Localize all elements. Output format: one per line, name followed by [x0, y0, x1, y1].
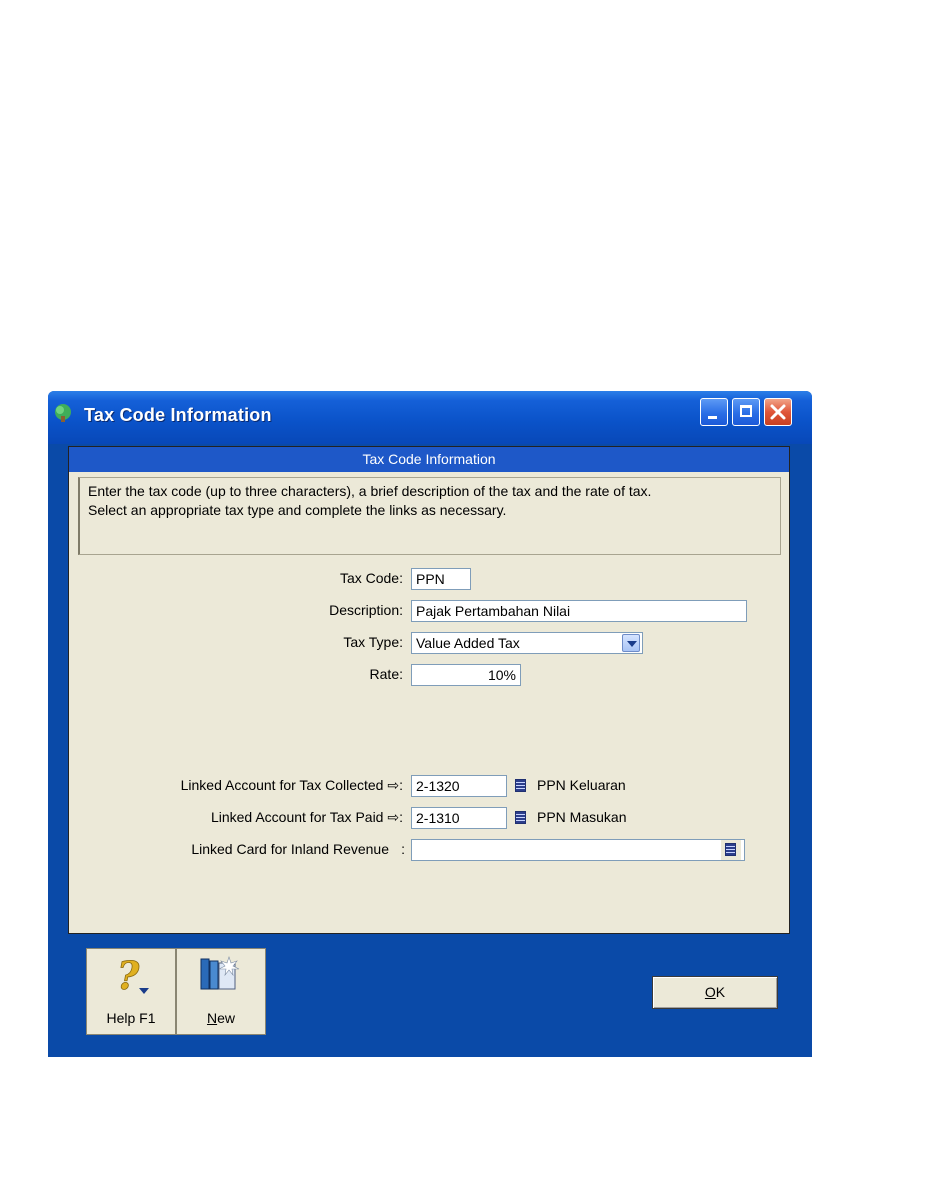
help-button-label: Help F1	[106, 1010, 156, 1026]
inland-revenue-colon: :	[401, 841, 405, 857]
title-bar[interactable]	[48, 391, 812, 444]
zoom-arrow-icon[interactable]: ⇨	[387, 777, 400, 793]
paid-account-input[interactable]: 2-1310	[411, 807, 507, 829]
close-icon	[765, 399, 791, 425]
collected-account-label-text: Linked Account for Tax Collected	[180, 777, 384, 793]
new-book-icon	[199, 955, 243, 997]
tax-type-label: Tax Type:	[343, 634, 403, 650]
ok-button[interactable]: OK	[652, 976, 778, 1009]
tax-code-label: Tax Code:	[339, 570, 403, 586]
collected-colon: :	[399, 777, 403, 793]
inland-revenue-card-input[interactable]	[411, 839, 745, 861]
maximize-button[interactable]	[732, 398, 760, 426]
paid-account-list-button[interactable]	[511, 808, 531, 828]
tax-type-dropdown-button[interactable]	[622, 634, 640, 652]
minimize-button[interactable]	[700, 398, 728, 426]
inland-revenue-list-button[interactable]	[721, 840, 741, 860]
tax-type-value: Value Added Tax	[416, 635, 520, 651]
collected-account-name: PPN Keluaran	[537, 777, 626, 793]
svg-text:?: ?	[117, 955, 140, 998]
paid-account-name: PPN Masukan	[537, 809, 627, 825]
maximize-icon	[740, 405, 752, 417]
panel-header: Tax Code Information	[69, 447, 789, 472]
instructions-line-2: Select an appropriate tax type and complete the links as necessary.	[88, 502, 507, 518]
list-select-icon	[515, 779, 526, 792]
close-button[interactable]	[764, 398, 792, 426]
window-title: Tax Code Information	[84, 405, 272, 425]
list-select-icon	[725, 843, 736, 856]
new-button-label-rest: ew	[217, 1010, 236, 1026]
tax-code-input[interactable]: PPN	[411, 568, 471, 590]
instructions-line-1: Enter the tax code (up to three characters), a brief description of the tax and the rate of tax.	[88, 483, 652, 499]
minimize-icon	[708, 416, 717, 419]
inland-revenue-label: Linked Card for Inland Revenue	[191, 841, 389, 857]
rate-input[interactable]: 10%	[411, 664, 521, 686]
paid-account-label	[89, 809, 403, 826]
paid-account-label-text: Linked Account for Tax Paid	[210, 809, 384, 825]
paid-colon: :	[399, 809, 403, 825]
instructions-box	[78, 477, 781, 555]
zoom-arrow-icon[interactable]: ⇨	[387, 809, 400, 825]
description-label: Description:	[329, 602, 403, 618]
help-button[interactable]	[86, 948, 176, 1035]
list-select-icon	[515, 811, 526, 824]
tax-type-select[interactable]	[411, 632, 643, 654]
description-input[interactable]: Pajak Pertambahan Nilai	[411, 600, 747, 622]
rate-label: Rate:	[369, 666, 403, 682]
tree-app-icon	[53, 403, 73, 423]
new-button[interactable]	[176, 948, 266, 1035]
help-question-icon	[113, 955, 153, 999]
dropdown-arrow-icon	[627, 641, 637, 647]
collected-account-input[interactable]: 2-1320	[411, 775, 507, 797]
collected-account-list-button[interactable]	[511, 776, 531, 796]
new-button-label: New	[206, 1010, 236, 1026]
collected-account-label	[89, 777, 403, 794]
tax-code-panel	[68, 446, 790, 934]
tax-code-window	[48, 391, 812, 1057]
